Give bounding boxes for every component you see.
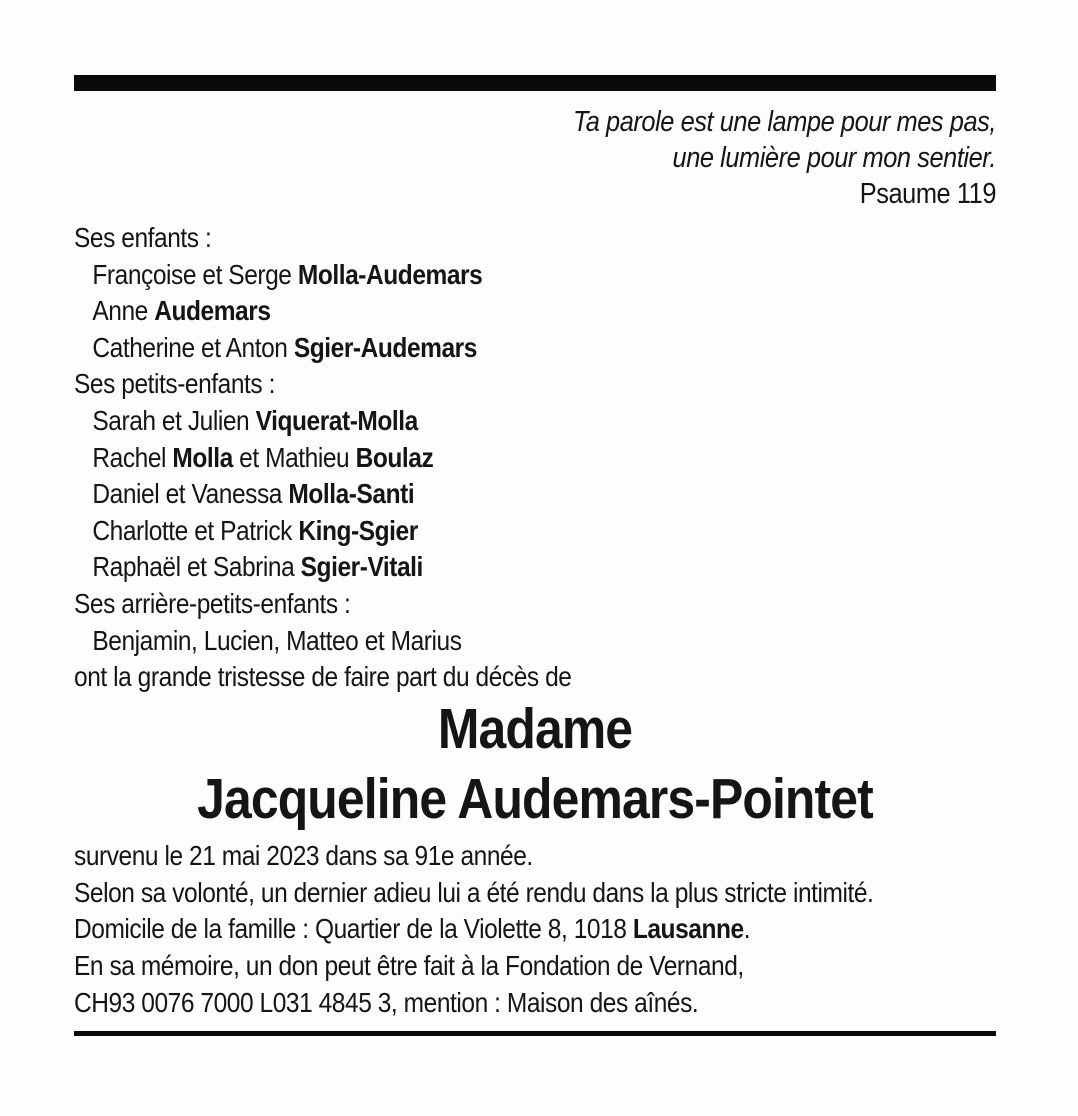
bottom-rule bbox=[74, 1031, 996, 1036]
family-heading-children: Ses enfants : bbox=[74, 222, 212, 253]
family-heading-grandchildren: Ses petits-enfants : bbox=[74, 368, 275, 400]
notice-details bbox=[74, 838, 881, 1022]
family-member-line: Anne Audemars bbox=[92, 295, 271, 327]
family-member-line: Catherine et Anton Sgier-Audemars bbox=[92, 331, 477, 363]
family-member-line: Charlotte et Patrick King-Sgier bbox=[92, 514, 418, 546]
detail-death-date: survenu le 21 mai 2023 dans sa 91e année. bbox=[74, 839, 533, 871]
announcement-line: ont la grande tristesse de faire part du décès de bbox=[74, 661, 572, 693]
top-rule bbox=[74, 75, 996, 91]
deceased-honorific: Madame bbox=[437, 696, 633, 761]
family-member-line: Rachel Molla et Mathieu Boulaz bbox=[92, 441, 434, 473]
epigraph bbox=[189, 104, 996, 212]
family-member-line: Daniel et Vanessa Molla-Santi bbox=[92, 478, 415, 510]
epigraph-attribution: Psaume 119 bbox=[859, 178, 996, 210]
deceased-name: Jacqueline Audemars-Pointet bbox=[197, 766, 873, 831]
family-list bbox=[74, 220, 881, 696]
epigraph-line-1: Ta parole est une lampe pour mes pas, bbox=[573, 106, 996, 138]
family-member-line: Raphaël et Sabrina Sgier-Vitali bbox=[92, 551, 423, 583]
detail-donation: En sa mémoire, un don peut être fait à la Fondation de Vernand, bbox=[74, 950, 744, 982]
family-member-line: Sarah et Julien Viquerat-Molla bbox=[92, 404, 418, 436]
deceased-title bbox=[132, 694, 939, 834]
detail-iban: CH93 0076 7000 L031 4845 3, mention : Maison des aînés. bbox=[74, 986, 699, 1018]
family-member-line: Benjamin, Lucien, Matteo et Marius bbox=[92, 624, 462, 656]
epigraph-line-2: une lumière pour mon sentier. bbox=[672, 142, 996, 174]
notice-content bbox=[74, 0, 996, 1036]
family-member-line: Françoise et Serge Molla-Audemars bbox=[92, 258, 483, 290]
family-heading-great-grandchildren: Ses arrière-petits-enfants : bbox=[74, 587, 351, 619]
detail-farewell: Selon sa volonté, un dernier adieu lui a été rendu dans la plus stricte intimité. bbox=[74, 876, 874, 908]
detail-family-address: Domicile de la famille : Quartier de la Violette 8, 1018 Lausanne. bbox=[74, 913, 751, 945]
